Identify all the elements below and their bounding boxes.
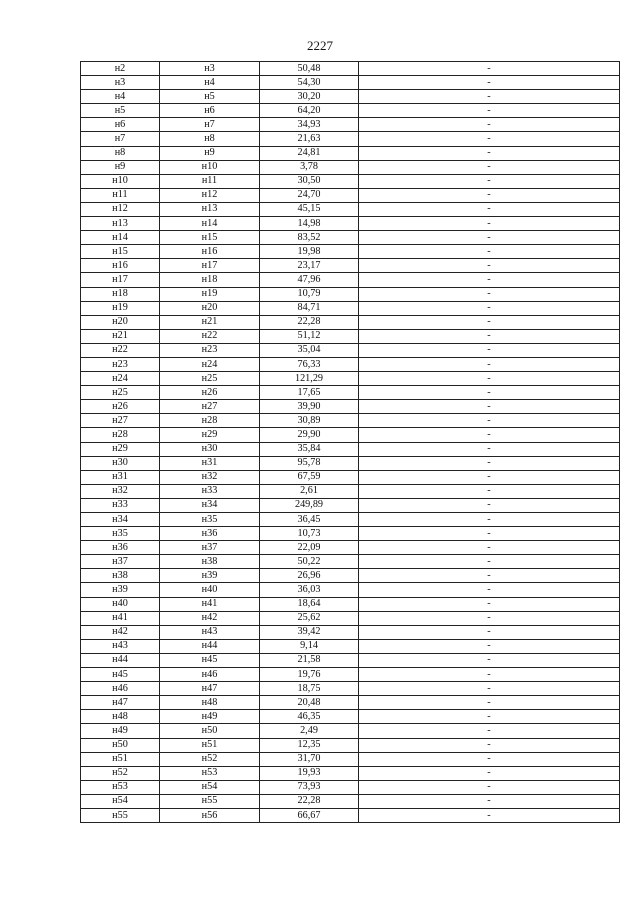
to-point-cell: н12 (160, 188, 260, 202)
table-row (81, 287, 620, 301)
from-point-cell: н21 (81, 329, 160, 343)
note-cell: - (359, 527, 620, 541)
table-row (81, 132, 620, 146)
from-point-cell: н27 (81, 414, 160, 428)
from-point-cell: н53 (81, 780, 160, 794)
note-cell: - (359, 682, 620, 696)
from-point-cell: н40 (81, 597, 160, 611)
note-cell: - (359, 217, 620, 231)
note-cell: - (359, 555, 620, 569)
note-cell: - (359, 174, 620, 188)
note-cell: - (359, 287, 620, 301)
table-row (81, 245, 620, 259)
from-point-cell: н39 (81, 583, 160, 597)
from-point-cell: н49 (81, 724, 160, 738)
to-point-cell: н32 (160, 470, 260, 484)
table-row (81, 527, 620, 541)
to-point-cell: н51 (160, 738, 260, 752)
to-point-cell: н39 (160, 569, 260, 583)
from-point-cell: н6 (81, 118, 160, 132)
to-point-cell: н49 (160, 710, 260, 724)
to-point-cell: н33 (160, 484, 260, 498)
distance-cell: 47,96 (260, 273, 359, 287)
to-point-cell: н9 (160, 146, 260, 160)
table-row (81, 118, 620, 132)
to-point-cell: н45 (160, 653, 260, 667)
table-row (81, 668, 620, 682)
from-point-cell: н37 (81, 555, 160, 569)
note-cell: - (359, 118, 620, 132)
note-cell: - (359, 188, 620, 202)
note-cell: - (359, 273, 620, 287)
note-cell: - (359, 513, 620, 527)
distance-cell: 23,17 (260, 259, 359, 273)
distance-cell: 22,09 (260, 541, 359, 555)
table-row (81, 682, 620, 696)
table-row (81, 541, 620, 555)
note-cell: - (359, 625, 620, 639)
to-point-cell: н14 (160, 217, 260, 231)
distance-cell: 66,67 (260, 808, 359, 822)
note-cell: - (359, 668, 620, 682)
distance-cell: 25,62 (260, 611, 359, 625)
to-point-cell: н29 (160, 428, 260, 442)
distance-cell: 54,30 (260, 76, 359, 90)
to-point-cell: н38 (160, 555, 260, 569)
note-cell: - (359, 639, 620, 653)
from-point-cell: н19 (81, 301, 160, 315)
distance-cell: 67,59 (260, 470, 359, 484)
to-point-cell: н28 (160, 414, 260, 428)
to-point-cell: н53 (160, 766, 260, 780)
distance-cell: 50,48 (260, 62, 359, 76)
table-row (81, 62, 620, 76)
from-point-cell: н25 (81, 386, 160, 400)
from-point-cell: н36 (81, 541, 160, 555)
from-point-cell: н55 (81, 808, 160, 822)
note-cell: - (359, 653, 620, 667)
coordinates-table (80, 61, 620, 823)
table-row (81, 470, 620, 484)
from-point-cell: н48 (81, 710, 160, 724)
from-point-cell: н46 (81, 682, 160, 696)
distance-cell: 18,64 (260, 597, 359, 611)
table-row (81, 428, 620, 442)
table-row (81, 639, 620, 653)
to-point-cell: н46 (160, 668, 260, 682)
from-point-cell: н30 (81, 456, 160, 470)
distance-cell: 17,65 (260, 386, 359, 400)
distance-cell: 51,12 (260, 329, 359, 343)
note-cell: - (359, 202, 620, 216)
note-cell: - (359, 343, 620, 357)
table-row (81, 202, 620, 216)
note-cell: - (359, 372, 620, 386)
table-row (81, 315, 620, 329)
to-point-cell: н6 (160, 104, 260, 118)
to-point-cell: н27 (160, 400, 260, 414)
to-point-cell: н44 (160, 639, 260, 653)
distance-cell: 50,22 (260, 555, 359, 569)
distance-cell: 73,93 (260, 780, 359, 794)
distance-cell: 39,90 (260, 400, 359, 414)
table-row (81, 146, 620, 160)
from-point-cell: н10 (81, 174, 160, 188)
to-point-cell: н40 (160, 583, 260, 597)
from-point-cell: н28 (81, 428, 160, 442)
to-point-cell: н19 (160, 287, 260, 301)
distance-cell: 2,61 (260, 484, 359, 498)
table-row (81, 555, 620, 569)
to-point-cell: н23 (160, 343, 260, 357)
to-point-cell: н13 (160, 202, 260, 216)
table-row (81, 625, 620, 639)
table-row (81, 456, 620, 470)
note-cell: - (359, 146, 620, 160)
distance-cell: 9,14 (260, 639, 359, 653)
note-cell: - (359, 710, 620, 724)
from-point-cell: н20 (81, 315, 160, 329)
distance-cell: 45,15 (260, 202, 359, 216)
note-cell: - (359, 470, 620, 484)
note-cell: - (359, 329, 620, 343)
from-point-cell: н2 (81, 62, 160, 76)
from-point-cell: н33 (81, 498, 160, 512)
to-point-cell: н42 (160, 611, 260, 625)
table-row (81, 583, 620, 597)
from-point-cell: н41 (81, 611, 160, 625)
note-cell: - (359, 569, 620, 583)
to-point-cell: н54 (160, 780, 260, 794)
distance-cell: 35,04 (260, 343, 359, 357)
from-point-cell: н32 (81, 484, 160, 498)
table-row (81, 343, 620, 357)
note-cell: - (359, 301, 620, 315)
to-point-cell: н7 (160, 118, 260, 132)
table-row (81, 104, 620, 118)
to-point-cell: н5 (160, 90, 260, 104)
table-row (81, 766, 620, 780)
distance-cell: 3,78 (260, 160, 359, 174)
table-row (81, 76, 620, 90)
from-point-cell: н16 (81, 259, 160, 273)
from-point-cell: н12 (81, 202, 160, 216)
to-point-cell: н35 (160, 513, 260, 527)
table-row (81, 498, 620, 512)
distance-cell: 19,98 (260, 245, 359, 259)
note-cell: - (359, 259, 620, 273)
note-cell: - (359, 104, 620, 118)
to-point-cell: н17 (160, 259, 260, 273)
distance-cell: 18,75 (260, 682, 359, 696)
note-cell: - (359, 245, 620, 259)
table-row (81, 780, 620, 794)
from-point-cell: н5 (81, 104, 160, 118)
distance-cell: 34,93 (260, 118, 359, 132)
table-row (81, 301, 620, 315)
table-row (81, 569, 620, 583)
from-point-cell: н17 (81, 273, 160, 287)
note-cell: - (359, 231, 620, 245)
to-point-cell: н34 (160, 498, 260, 512)
page-number: 2227 (307, 38, 333, 53)
note-cell: - (359, 90, 620, 104)
from-point-cell: н23 (81, 357, 160, 371)
note-cell: - (359, 696, 620, 710)
note-cell: - (359, 766, 620, 780)
distance-cell: 24,70 (260, 188, 359, 202)
note-cell: - (359, 724, 620, 738)
to-point-cell: н18 (160, 273, 260, 287)
note-cell: - (359, 357, 620, 371)
from-point-cell: н50 (81, 738, 160, 752)
to-point-cell: н8 (160, 132, 260, 146)
from-point-cell: н18 (81, 287, 160, 301)
to-point-cell: н11 (160, 174, 260, 188)
from-point-cell: н29 (81, 442, 160, 456)
to-point-cell: н41 (160, 597, 260, 611)
to-point-cell: н48 (160, 696, 260, 710)
to-point-cell: н50 (160, 724, 260, 738)
table-row (81, 259, 620, 273)
table-row (81, 696, 620, 710)
to-point-cell: н55 (160, 794, 260, 808)
distance-cell: 21,58 (260, 653, 359, 667)
table-row (81, 808, 620, 822)
from-point-cell: н51 (81, 752, 160, 766)
to-point-cell: н30 (160, 442, 260, 456)
to-point-cell: н10 (160, 160, 260, 174)
table-row (81, 400, 620, 414)
table-row (81, 794, 620, 808)
to-point-cell: н21 (160, 315, 260, 329)
note-cell: - (359, 414, 620, 428)
from-point-cell: н3 (81, 76, 160, 90)
table-row (81, 329, 620, 343)
to-point-cell: н56 (160, 808, 260, 822)
note-cell: - (359, 160, 620, 174)
note-cell: - (359, 808, 620, 822)
to-point-cell: н52 (160, 752, 260, 766)
note-cell: - (359, 738, 620, 752)
distance-cell: 2,49 (260, 724, 359, 738)
note-cell: - (359, 442, 620, 456)
note-cell: - (359, 498, 620, 512)
distance-cell: 36,45 (260, 513, 359, 527)
distance-cell: 10,73 (260, 527, 359, 541)
distance-cell: 76,33 (260, 357, 359, 371)
table-row (81, 174, 620, 188)
from-point-cell: н47 (81, 696, 160, 710)
distance-cell: 20,48 (260, 696, 359, 710)
distance-cell: 31,70 (260, 752, 359, 766)
to-point-cell: н26 (160, 386, 260, 400)
note-cell: - (359, 780, 620, 794)
distance-cell: 30,50 (260, 174, 359, 188)
distance-cell: 84,71 (260, 301, 359, 315)
to-point-cell: н25 (160, 372, 260, 386)
to-point-cell: н43 (160, 625, 260, 639)
distance-cell: 22,28 (260, 794, 359, 808)
distance-cell: 19,76 (260, 668, 359, 682)
table-body (81, 62, 620, 823)
to-point-cell: н36 (160, 527, 260, 541)
from-point-cell: н13 (81, 217, 160, 231)
note-cell: - (359, 400, 620, 414)
distance-cell: 22,28 (260, 315, 359, 329)
table-row (81, 273, 620, 287)
from-point-cell: н14 (81, 231, 160, 245)
note-cell: - (359, 541, 620, 555)
table-row (81, 188, 620, 202)
to-point-cell: н20 (160, 301, 260, 315)
distance-cell: 39,42 (260, 625, 359, 639)
from-point-cell: н42 (81, 625, 160, 639)
to-point-cell: н16 (160, 245, 260, 259)
distance-cell: 30,20 (260, 90, 359, 104)
note-cell: - (359, 76, 620, 90)
to-point-cell: н37 (160, 541, 260, 555)
table-row (81, 217, 620, 231)
distance-cell: 21,63 (260, 132, 359, 146)
to-point-cell: н3 (160, 62, 260, 76)
from-point-cell: н15 (81, 245, 160, 259)
from-point-cell: н26 (81, 400, 160, 414)
distance-cell: 95,78 (260, 456, 359, 470)
table-row (81, 414, 620, 428)
table-row (81, 724, 620, 738)
from-point-cell: н45 (81, 668, 160, 682)
table-row (81, 386, 620, 400)
distance-cell: 249,89 (260, 498, 359, 512)
distance-cell: 29,90 (260, 428, 359, 442)
note-cell: - (359, 386, 620, 400)
table-row (81, 160, 620, 174)
note-cell: - (359, 752, 620, 766)
distance-cell: 64,20 (260, 104, 359, 118)
note-cell: - (359, 597, 620, 611)
from-point-cell: н24 (81, 372, 160, 386)
table-row (81, 231, 620, 245)
note-cell: - (359, 62, 620, 76)
to-point-cell: н22 (160, 329, 260, 343)
from-point-cell: н52 (81, 766, 160, 780)
from-point-cell: н54 (81, 794, 160, 808)
note-cell: - (359, 315, 620, 329)
distance-cell: 12,35 (260, 738, 359, 752)
table-row (81, 653, 620, 667)
distance-cell: 19,93 (260, 766, 359, 780)
to-point-cell: н24 (160, 357, 260, 371)
note-cell: - (359, 611, 620, 625)
note-cell: - (359, 456, 620, 470)
distance-cell: 36,03 (260, 583, 359, 597)
to-point-cell: н4 (160, 76, 260, 90)
table-row (81, 357, 620, 371)
table-row (81, 484, 620, 498)
table-row (81, 90, 620, 104)
from-point-cell: н4 (81, 90, 160, 104)
note-cell: - (359, 484, 620, 498)
table-row (81, 442, 620, 456)
table-row (81, 372, 620, 386)
from-point-cell: н22 (81, 343, 160, 357)
table-row (81, 513, 620, 527)
distance-cell: 35,84 (260, 442, 359, 456)
from-point-cell: н43 (81, 639, 160, 653)
note-cell: - (359, 583, 620, 597)
distance-cell: 26,96 (260, 569, 359, 583)
table-row (81, 710, 620, 724)
table-row (81, 611, 620, 625)
from-point-cell: н11 (81, 188, 160, 202)
from-point-cell: н7 (81, 132, 160, 146)
to-point-cell: н47 (160, 682, 260, 696)
distance-cell: 83,52 (260, 231, 359, 245)
note-cell: - (359, 428, 620, 442)
distance-cell: 30,89 (260, 414, 359, 428)
distance-cell: 10,79 (260, 287, 359, 301)
from-point-cell: н35 (81, 527, 160, 541)
from-point-cell: н38 (81, 569, 160, 583)
table-row (81, 597, 620, 611)
from-point-cell: н34 (81, 513, 160, 527)
distance-cell: 121,29 (260, 372, 359, 386)
from-point-cell: н44 (81, 653, 160, 667)
distance-cell: 46,35 (260, 710, 359, 724)
table-row (81, 738, 620, 752)
from-point-cell: н8 (81, 146, 160, 160)
from-point-cell: н9 (81, 160, 160, 174)
note-cell: - (359, 794, 620, 808)
distance-cell: 24,81 (260, 146, 359, 160)
note-cell: - (359, 132, 620, 146)
to-point-cell: н31 (160, 456, 260, 470)
to-point-cell: н15 (160, 231, 260, 245)
from-point-cell: н31 (81, 470, 160, 484)
distance-cell: 14,98 (260, 217, 359, 231)
table-row (81, 752, 620, 766)
